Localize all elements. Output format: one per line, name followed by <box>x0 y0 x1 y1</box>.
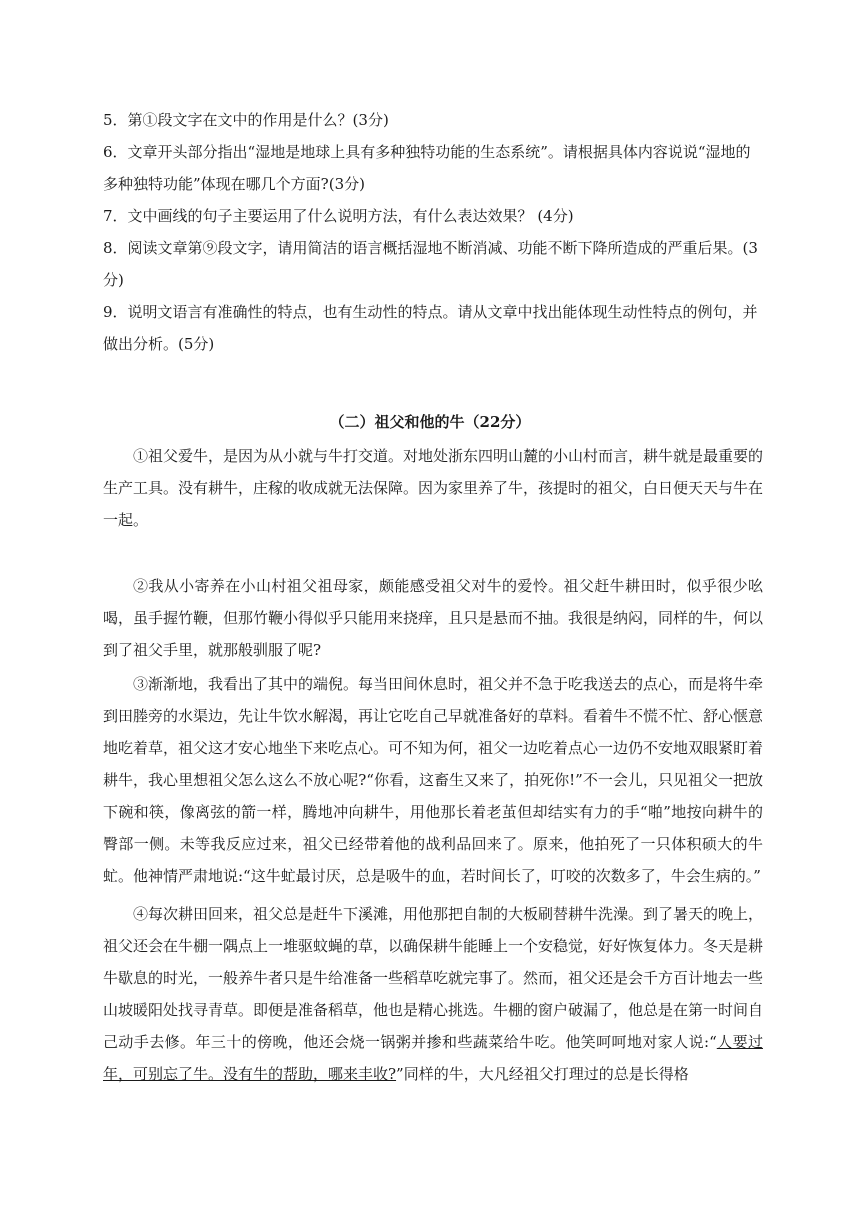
paragraph-4-text-start: ④每次耕田回来，祖父总是赶牛下溪滩，用他那把自制的大板刷替耕牛洗澡。到了暑天的晚上，祖父还会在牛棚一隅点上一堆驱蚊蝇的草，以确保耕牛能睡上一个安稳觉，好好恢复体力。冬天是耕牛歇息的时光，一般养牛者只是牛给准备一些稻草吃就完事了。然而，祖父还是会千方百计地去一些山坡暖阳处找寻青草。即便是准备稻草，他也是精心挑选。牛棚的窗户破漏了，他总是在第一时间自己动手去修。年三十的傍晚，他还会烧一锅粥并掺和些蔬菜给牛吃。他笑呵呵地对家人说:“ <box>103 905 764 1051</box>
question-5: 5．第①段文字在文中的作用是什么？(3分) <box>103 111 389 129</box>
paragraph-1: ①祖父爱牛，是因为从小就与牛打交道。对地处浙东四明山麓的小山村而言，耕牛就是最重要的生产工具。没有耕牛，庄稼的收成就无法保障。因为家里养了牛，孩提时的祖父，白日便天天与牛在一起。 <box>103 447 764 529</box>
question-6: 6．文章开头部分指出“湿地是地球上具有多种独特功能的生态系统”。请根据具体内容说说“湿地的多种独特功能”体现在哪几个方面?(3分) <box>103 143 751 193</box>
section-title: （二）祖父和他的牛（22分） <box>329 413 531 431</box>
paragraph-4-text-end: ”同样的牛，大凡经祖父打理过的总是长得格 <box>396 1065 689 1083</box>
paragraph-2: ②我从小寄养在小山村祖父祖母家，颇能感受祖父对牛的爱怜。祖父赶牛耕田时，似乎很少吆喝，虽手握竹鞭，但那竹鞭小得似乎只能用来挠痒，且只是悬而不抽。我很是纳闷，同样的牛，何以到了祖父手里，就那般驯服了呢? <box>103 577 764 659</box>
underlined-sentence: 人要过年，可别忘了牛。没有牛的帮助，哪来丰收? <box>103 1033 763 1083</box>
question-7: 7．文中画线的句子主要运用了什么说明方法，有什么表达效果？ (4分) <box>103 207 574 225</box>
question-9: 9．说明文语言有准确性的特点，也有生动性的特点。请从文章中找出能体现生动性特点的例句，并做出分析。(5分) <box>103 303 758 353</box>
question-8: 8．阅读文章第⑨段文字，请用简洁的语言概括湿地不断消减、功能不断下降所造成的严重后果。(3分) <box>103 239 758 289</box>
paragraph-4 <box>103 898 763 1090</box>
paragraph-3: ③渐渐地，我看出了其中的端倪。每当田间休息时，祖父并不急于吃我送去的点心，而是将牛牵到田塍旁的水渠边，先让牛饮水解渴，再让它吃自己早就准备好的草料。看着牛不慌不忙、舒心惬意地吃着草，祖父这才安心地坐下来吃点心。可不知为何，祖父一边吃着点心一边仍不安地双眼紧盯着耕牛，我心里想祖父怎么这么不放心呢?“你看，这畜生又来了，拍死你!”不一会儿，只见祖父一把放下碗和筷，像离弦的箭一样，腾地冲向耕牛，用他那长着老茧但却结实有力的手“啪”地按向耕牛的臀部一侧。未等我反应过来，祖父已经带着他的战利品回来了。原来，他拍死了一只体积硕大的牛虻。他神情严肃地说:“这牛虻最讨厌，总是吸牛的血，若时间长了，叮咬的次数多了，牛会生病的。” <box>103 675 764 885</box>
